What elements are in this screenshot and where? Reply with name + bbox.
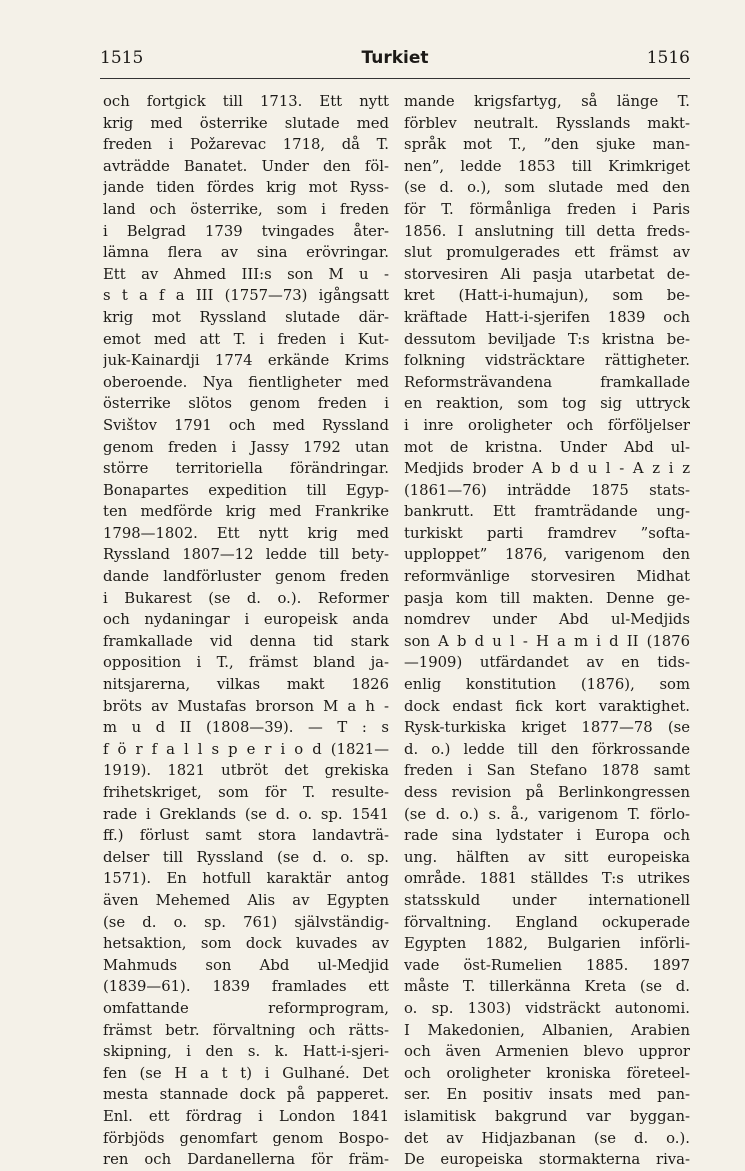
text-line: krig mot Ryssland slutade där-: [103, 308, 389, 326]
text-line: en reaktion, som tog sig uttryck: [404, 395, 690, 413]
text-line: även Mehemed Alis av Egypten: [103, 891, 389, 909]
text-line: mot de kristna. Under Abd ul-: [404, 438, 690, 456]
text-line: nitsjarerna, vilkas makt 1826: [103, 676, 389, 694]
text-line: d. o.) ledde till den förkrossande: [404, 740, 690, 758]
text-line: omfattande reformprogram,: [103, 999, 389, 1017]
text-line: skipning, i den s. k. Hatt-i-sjeri-: [103, 1043, 389, 1061]
text-line: språk mot T., ”den sjuke man-: [404, 136, 690, 154]
text-line: för T. förmånliga freden i Paris: [404, 200, 690, 218]
text-line: framkallade vid denna tid stark: [103, 632, 389, 650]
text-line: ser. En positiv insats med pan-: [404, 1086, 690, 1104]
text-line: f ö r f a l l s p e r i o d (1821—: [103, 740, 389, 758]
text-line: (se d. o. sp. 761) självständig-: [103, 913, 389, 931]
text-line: (se d. o.), som slutade med den: [404, 179, 690, 197]
text-line: slut promulgerades ett främst av: [404, 244, 690, 262]
text-line: förbjöds genomfart genom Bospo-: [103, 1129, 389, 1147]
text-line: 1919). 1821 utbröt det grekiska: [103, 762, 389, 780]
text-line: förvaltning. England ockuperade: [404, 913, 690, 931]
text-line: Svištov 1791 och med Ryssland: [103, 416, 389, 434]
text-line: Reformsträvandena framkallade: [404, 373, 690, 391]
header-rule: [100, 78, 690, 79]
text-line: land och österrike, som i freden: [103, 200, 389, 218]
text-line: (1839—61). 1839 framlades ett: [103, 978, 389, 996]
text-line: fen (se H a t t) i Gulhané. Det: [103, 1064, 389, 1082]
text-line: dock endast fick kort varaktighet.: [404, 697, 690, 715]
text-line: Medjids broder A b d u l - A z i z: [404, 460, 690, 478]
text-line: emot med att T. i freden i Kut-: [103, 330, 389, 348]
text-line: ren och Dardanellerna för främ-: [103, 1151, 389, 1169]
text-line: oberoende. Nya fientligheter med: [103, 373, 389, 391]
text-line: freden i San Stefano 1878 samt: [404, 762, 690, 780]
text-line: Mahmuds son Abd ul-Medjid: [103, 956, 389, 974]
text-line: och även Armenien blevo uppror: [404, 1043, 690, 1061]
text-line: i inre oroligheter och förföljelser: [404, 416, 690, 434]
text-line: storvesiren Ali pasja utarbetat de-: [404, 265, 690, 283]
text-line: genom freden i Jassy 1792 utan: [103, 438, 389, 456]
text-line: son A b d u l - H a m i d II (1876: [404, 632, 690, 650]
text-line: måste T. tillerkänna Kreta (se d.: [404, 978, 690, 996]
text-line: bankrutt. Ett framträdande ung-: [404, 503, 690, 521]
text-line: folkning vidsträcktare rättigheter.: [404, 352, 690, 370]
text-line: nomdrev under Abd ul-Medjids: [404, 611, 690, 629]
text-line: och fortgick till 1713. Ett nytt: [103, 93, 389, 110]
text-line: större territoriella förändringar.: [103, 460, 389, 478]
text-line: och nydaningar i europeisk anda: [103, 611, 389, 629]
text-line: Rysk-turkiska kriget 1877—78 (se: [404, 719, 690, 737]
text-line: och oroligheter kroniska företeel-: [404, 1064, 690, 1082]
text-line: turkiskt parti framdrev ”softa-: [404, 524, 690, 542]
page-number-left: 1515: [100, 48, 144, 68]
text-line: ff.) förlust samt stora landavträ-: [103, 827, 389, 845]
text-line: kräftade Hatt-i-sjerifen 1839 och: [404, 308, 690, 326]
text-line: österrike slötos genom freden i: [103, 395, 389, 413]
text-line: främst betr. förvaltning och rätts-: [103, 1021, 389, 1039]
text-line: i Bukarest (se d. o.). Reformer: [103, 589, 389, 607]
text-line: krig med österrike slutade med: [103, 114, 389, 132]
text-line: det av Hidjazbanan (se d. o.).: [404, 1129, 690, 1147]
text-line: hetsaktion, som dock kuvades av: [103, 935, 389, 953]
text-line: område. 1881 ställdes T:s utrikes: [404, 870, 690, 888]
text-line: statsskuld under internationell: [404, 891, 690, 909]
text-line: jande tiden fördes krig mot Ryss-: [103, 179, 389, 197]
text-line: kret (Hatt-i-humajun), som be-: [404, 287, 690, 305]
text-line: reformvänlige storvesiren Midhat: [404, 568, 690, 586]
text-line: förblev neutralt. Rysslands makt-: [404, 114, 690, 132]
left-column: [103, 91, 389, 1171]
text-line: rade sina lydstater i Europa och: [404, 827, 690, 845]
text-line: nen”, ledde 1853 till Krimkriget: [404, 157, 690, 175]
text-line: frihetskriget, som för T. resulte-: [103, 784, 389, 801]
text-line: islamitisk bakgrund var byggan-: [404, 1107, 690, 1125]
text-line: dess revision på Berlinkongressen: [404, 784, 690, 801]
text-line: juk-Kainardji 1774 erkände Krims: [103, 352, 389, 370]
text-line: dessutom beviljade T:s kristna be-: [404, 330, 690, 348]
text-line: Enl. ett fördrag i London 1841: [103, 1107, 389, 1125]
text-line: —1909) utfärdandet av en tids-: [404, 654, 690, 672]
page-header: [100, 48, 690, 74]
right-column: [404, 91, 690, 1171]
text-line: (se d. o.) s. å., varigenom T. förlo-: [404, 805, 690, 823]
text-line: freden i Požarevac 1718, då T.: [103, 136, 389, 154]
text-line: Ett av Ahmed III:s son M u -: [103, 265, 389, 283]
text-line: s t a f a III (1757—73) igångsatt: [103, 287, 389, 305]
text-line: mesta stannade dock på papperet.: [103, 1086, 389, 1104]
text-line: dande landförluster genom freden: [103, 568, 389, 586]
text-line: 1856. I anslutning till detta freds-: [404, 222, 690, 240]
text-line: De europeiska stormakterna riva-: [404, 1151, 690, 1169]
text-line: Egypten 1882, Bulgarien införli-: [404, 935, 690, 953]
text-line: delser till Ryssland (se d. o. sp.: [103, 848, 389, 866]
text-line: enlig konstitution (1876), som: [404, 676, 690, 694]
text-line: I Makedonien, Albanien, Arabien: [404, 1021, 690, 1039]
text-line: bröts av Mustafas brorson M a h -: [103, 697, 389, 715]
text-line: Ryssland 1807—12 ledde till bety-: [103, 546, 389, 564]
text-line: 1798—1802. Ett nytt krig med: [103, 524, 389, 542]
text-line: upploppet” 1876, varigenom den: [404, 546, 690, 564]
text-line: o. sp. 1303) vidsträckt autonomi.: [404, 999, 690, 1017]
text-line: ung. hälften av sitt europeiska: [404, 848, 690, 866]
text-line: 1571). En hotfull karaktär antog: [103, 870, 389, 888]
text-line: mande krigsfartyg, så länge T.: [404, 93, 690, 110]
text-line: i Belgrad 1739 tvingades åter-: [103, 222, 389, 240]
text-line: lämna flera av sina erövringar.: [103, 244, 389, 262]
page-number-right: 1516: [646, 48, 690, 68]
text-line: (1861—76) inträdde 1875 stats-: [404, 481, 690, 499]
text-line: opposition i T., främst bland ja-: [103, 654, 389, 672]
text-line: avträdde Banatet. Under den föl-: [103, 157, 389, 175]
text-line: Bonapartes expedition till Egyp-: [103, 481, 389, 499]
text-line: ten medförde krig med Frankrike: [103, 503, 389, 521]
text-line: vade öst-Rumelien 1885. 1897: [404, 956, 690, 974]
page-title: Turkiet: [361, 48, 429, 68]
text-line: m u d II (1808—39). — T : s: [103, 719, 389, 737]
text-line: pasja kom till makten. Denne ge-: [404, 589, 690, 607]
text-line: rade i Greklands (se d. o. sp. 1541: [103, 805, 389, 823]
